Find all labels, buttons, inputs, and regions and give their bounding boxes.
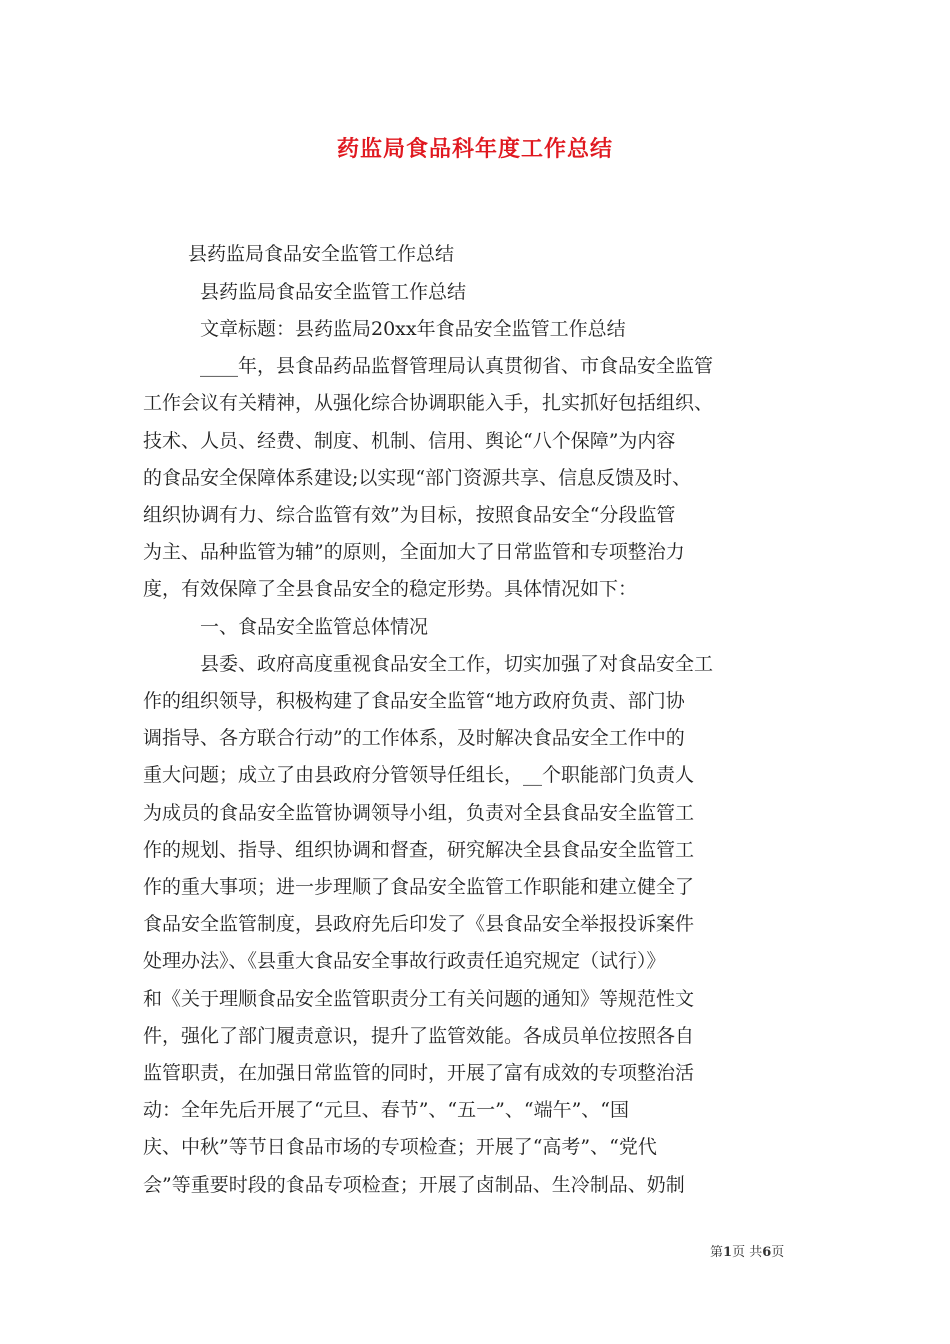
text-line: 工作会议有关精神，从强化综合协调职能入手，扎实抓好包括组织、 (143, 392, 714, 414)
text-line: 为成员的食品安全监管协调领导小组，负责对全县食品安全监管工 (143, 802, 695, 824)
text-line: 动：全年先后开展了“元旦、春节”、“五一”、“端午”、“国 (143, 1099, 629, 1121)
page-number-suffix: 页 (771, 1245, 785, 1260)
page-number-prefix: 第 (710, 1245, 724, 1260)
text-line: 作的规划、指导、组织协调和督查，研究解决全县食品安全监管工 (143, 839, 695, 861)
page-number-middle: 页 共 (732, 1245, 763, 1260)
text-line: 的食品安全保障体系建设;以实现“部门资源共享、信息反馈及时、 (143, 467, 692, 489)
text-line: 处理办法》、《县重大食品安全事故行政责任追究规定（试行）》 (143, 950, 666, 972)
text-line: 作的组织领导，积极构建了食品安全监管“地方政府负责、部门协 (143, 690, 685, 712)
text-line: 重大问题；成立了由县政府分管领导任组长，__个职能部门负责人 (143, 764, 695, 786)
text-line: 技术、人员、经费、制度、机制、信用、舆论“八个保障”为内容 (143, 430, 676, 452)
page-number-current: 1 (723, 1245, 733, 1260)
text-line: 会”等重要时段的食品专项检查；开展了卤制品、生冷制品、奶制 (143, 1174, 685, 1196)
text-line: 调指导、各方联合行动”的工作体系，及时解决食品安全工作中的 (143, 727, 685, 749)
text-line: 县药监局食品安全监管工作总结 (188, 243, 455, 265)
text-line: 食品安全监管制度，县政府先后印发了《县食品安全举报投诉案件 (143, 913, 695, 935)
text-line: 件，强化了部门履责意识，提升了监管效能。各成员单位按照各自 (143, 1025, 695, 1047)
text-line: 县委、政府高度重视食品安全工作，切实加强了对食品安全工 (200, 653, 714, 675)
text-line: 县药监局食品安全监管工作总结 (200, 281, 467, 303)
text-line: 庆、中秋”等节日食品市场的专项检查；开展了“高考”、“党代 (143, 1136, 657, 1158)
text-line: 文章标题：县药监局20xx年食品安全监管工作总结 (200, 318, 626, 340)
text-line: 度，有效保障了全县食品安全的稳定形势。具体情况如下： (143, 578, 638, 600)
page-number (710, 1244, 784, 1262)
text-line: 作的重大事项；进一步理顺了食品安全监管工作职能和建立健全了 (143, 876, 695, 898)
text-line: ____年，县食品药品监督管理局认真贯彻省、市食品安全监管 (200, 355, 714, 377)
text-line: 组织协调有力、综合监管有效”为目标，按照食品安全“分段监管 (143, 504, 676, 526)
document-title: 药监局食品科年度工作总结 (336, 136, 613, 162)
text-line: 和《关于理顺食品安全监管职责分工有关问题的通知》等规范性文 (143, 988, 695, 1010)
page-number-total: 6 (762, 1245, 772, 1260)
text-line: 监管职责，在加强日常监管的同时，开展了富有成效的专项整治活 (143, 1062, 695, 1084)
section-heading: 一、食品安全监管总体情况 (200, 616, 429, 638)
text-line: 为主、品种监管为辅”的原则，全面加大了日常监管和专项整治力 (143, 541, 685, 563)
